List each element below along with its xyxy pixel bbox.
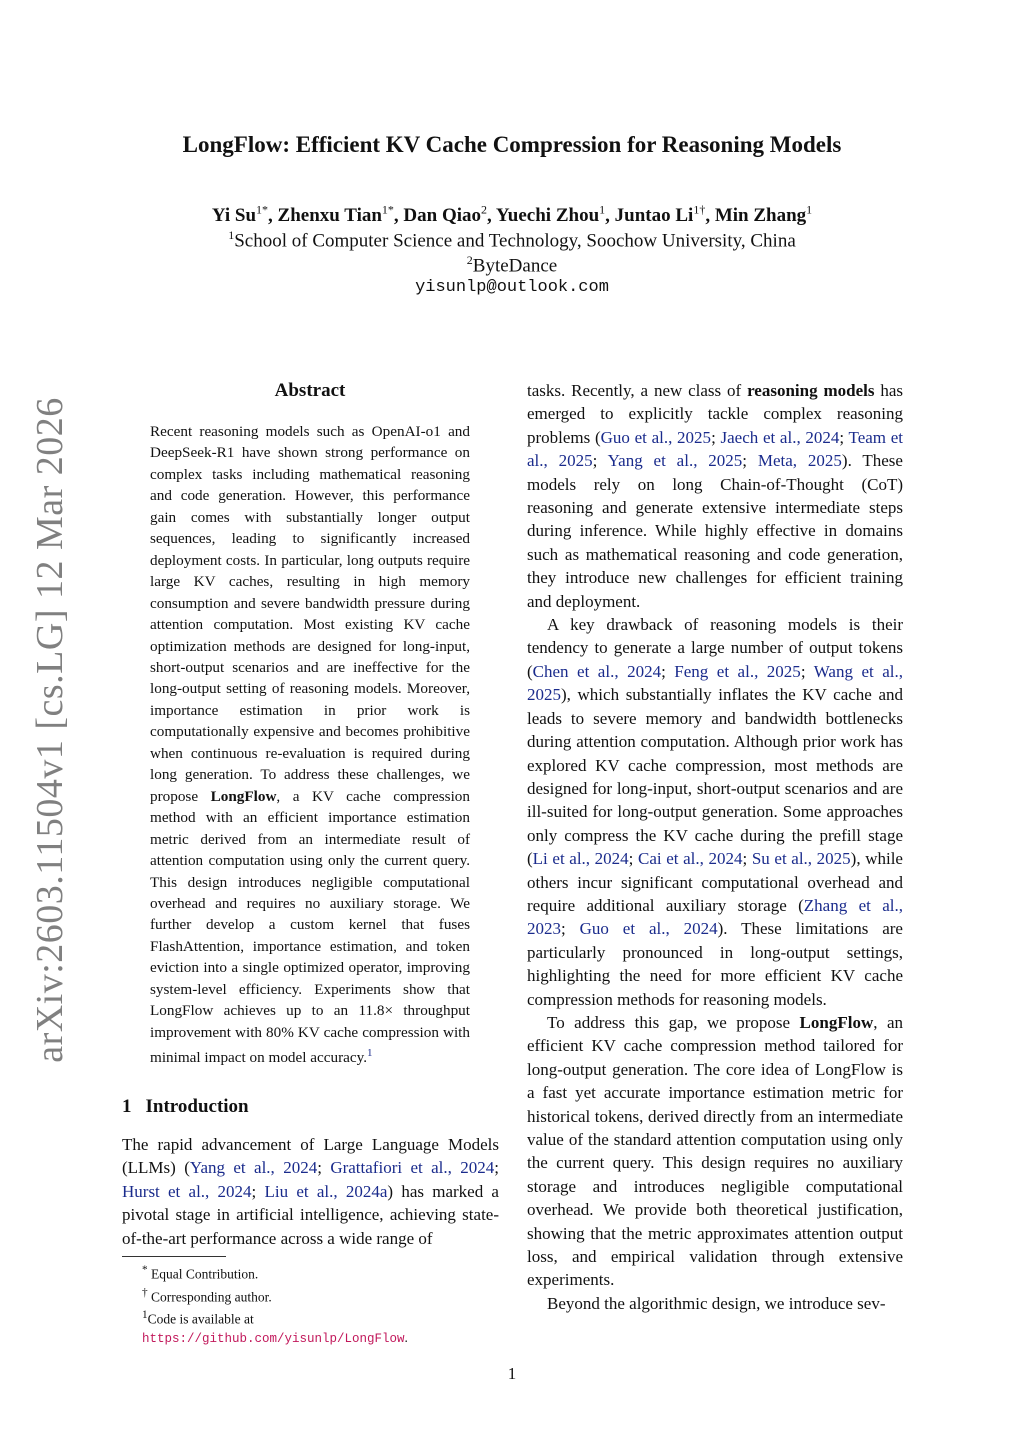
intro-paragraph: Beyond the algorithmic design, we introduce sev-	[547, 1293, 886, 1313]
citation-link[interactable]: Liu et al., 2024a	[264, 1181, 388, 1201]
author: Yuechi Zhou$^1$	[495, 203, 606, 227]
arxiv-identifier	[20, 397, 80, 1063]
section-heading-introduction: 1 Introduction	[122, 1096, 249, 1117]
citation-link[interactable]: Team et al., 2025	[527, 427, 903, 471]
footnote-equal-contribution: * Equal Contribution.	[142, 1264, 259, 1282]
citation-link[interactable]: Yang et al., 2025	[607, 451, 743, 471]
citation-link[interactable]: Guo et al., 2024	[579, 919, 718, 939]
citation-link[interactable]: Jaech et al., 2024	[720, 427, 840, 447]
author: Dan Qiao$^2$	[403, 203, 488, 227]
citation-link[interactable]: Su et al., 2025	[751, 849, 851, 869]
author: Zhenxu Tian$^{1*}$	[277, 203, 394, 227]
author: Min Zhang$^1$	[714, 203, 813, 227]
abstract-body: Recent reasoning models such as OpenAI-o1 and DeepSeek-R1 have shown strong performance on complex tasks including mathematical reasoning and code generation. However, this performance gain comes with substantially longer output sequences, leading to significantly increased deployment costs. In particular, long outputs require large KV caches, resulting in high memory consumption and severe bandwidth pressure during attention computation. Most existing KV cache optimization methods are designed for long-input, short-output scenarios and are ineffective for the long-output setting of reasoning models. Moreover, importance estimation in prior work is computationally expensive and becomes prohibitive when continuous re-evaluation is required during long generation. To address these challenges, we propose LongFlow, a KV cache compression method with an efficient importance estimation metric derived from an intermediate result of attention computation using only the current query. This design introduces negligible computational overhead and requires no auxiliary storage. We further develop a custom kernel that fuses FlashAttention, importance estimation, and token eviction into a single optimized operator, improving system-level efficiency. Experiments show that LongFlow achieves up to an 11.8× throughput improvement with 80% KV cache compression with minimal impact on model accuracy.$^1$	[150, 423, 470, 1067]
citation-link[interactable]: Chen et al., 2024	[532, 661, 662, 681]
citation-link[interactable]: Cai et al., 2024	[638, 849, 743, 869]
footnote-ref[interactable]: 1	[367, 1047, 373, 1060]
citation-link[interactable]: Li et al., 2024	[532, 849, 629, 869]
author: Juntao $Li^{1\dagger}$	[614, 203, 706, 227]
intro-paragraph: To address this gap, we propose LongFlow, an efficient KV cache compression method tailored for long-output generation. The core idea of LongFlow is a fast yet accurate importance estimation metric for historical tokens, derived directly from an intermediate value of the standard attention computation using only the current query. This design requires no auxiliary storage and introduces negligible computational overhead. We provide both theoretical justification, showing that the metric approximates attention output loss, and empirical validation through extensive experiments.	[527, 1012, 904, 1290]
intro-paragraph: tasks. Recently, a new class of reasoning models has emerged to explicitly tackle complex reasoning problems (Guo et al., 2025; Jaech et al., 2024; Team et al., 2025; Yang et al., 2025; Meta, 2025). These models rely on long Chain-of-Thought (CoT) reasoning and generate extensive intermediate steps during inference. While highly effective in domains such as mathematical reasoning and code generation, they introduce new challenges for efficient training and deployment.	[527, 381, 903, 611]
arxiv-identifier-text: arXiv:2603.11504v1 [cs.LG] 12 Mar 2026	[29, 397, 71, 1063]
citation-link[interactable]: Guo et al., 2025	[600, 427, 712, 447]
footnote-divider	[122, 1256, 226, 1257]
citation-link[interactable]: Yang et al., 2024	[189, 1158, 318, 1178]
citation-link[interactable]: Feng et al., 2025	[674, 661, 801, 681]
page-number: 1	[507, 1364, 517, 1383]
footnotes	[122, 1261, 499, 1348]
citation-link[interactable]: Grattafiori et al., 2024	[330, 1158, 495, 1178]
abstract-heading: Abstract	[274, 380, 346, 401]
citation-link[interactable]: Hurst et al., 2024	[122, 1181, 252, 1201]
footnote-code: $^1$Code is available at https://github.com/yisunlp/LongFlow.	[142, 1309, 408, 1346]
affiliation-2: $^2$ByteDance	[466, 253, 558, 277]
affiliation-1: $^1$School of Computer Science and Technology, Soochow University, China	[228, 228, 796, 252]
author: Yi $Su^{1*}$	[211, 203, 269, 227]
right-column	[527, 379, 903, 1315]
paper-title: LongFlow: Efficient KV Cache Compression for Reasoning Models	[182, 132, 842, 157]
intro-paragraph: A key drawback of reasoning models is their tendency to generate a large number of output tokens (Chen et al., 2024; Feng et al., 2025; Wang et al., 2025), which substantially inflates the KV cache and leads to severe memory and bandwidth bottlenecks during attention computation. Although prior work has explored KV cache compression, most methods are designed for long-input, short-output scenarios and are ill-suited for long-output generation. Some approaches only compress the KV cache during the prefill stage (Li et al., 2024; Cai et al., 2024; Su et al., 2025), while others incur significant computational overhead and require additional auxiliary storage (Zhang et al., 2023; Guo et al., 2024). These limitations are particularly pronounced in long-output settings, highlighting the need for more efficient KV cache compression methods for reasoning models.	[527, 615, 904, 1009]
footnote-corresponding: † Corresponding author.	[142, 1286, 272, 1304]
author-list: Yi $Su^{1*}$, Zhenxu Tian$^{1*}$, Dan Qiao$^2$, Yuechi Zhou$^1$, Juntao $Li^{1\dagger}$, Min Zhang$^1$	[211, 203, 813, 227]
citation-link[interactable]: Wang et al., 2025	[527, 661, 903, 705]
intro-paragraph-left: The rapid advancement of Large Language Models (LLMs) (Yang et al., 2024; Grattafiori et al., 2024; Hurst et al., 2024; Liu et al., 2024a) has marked a pivotal stage in artificial intelligence, achieving state-of-the-art performance across a wide range of	[122, 1135, 500, 1248]
contact-email[interactable]: yisunlp@outlook.com	[415, 278, 609, 297]
citation-link[interactable]: Zhang et al., 2023	[527, 895, 904, 939]
citation-link[interactable]: Meta, 2025	[757, 451, 842, 471]
code-url-link[interactable]: https://github.com/yisunlp/LongFlow	[142, 1331, 405, 1346]
